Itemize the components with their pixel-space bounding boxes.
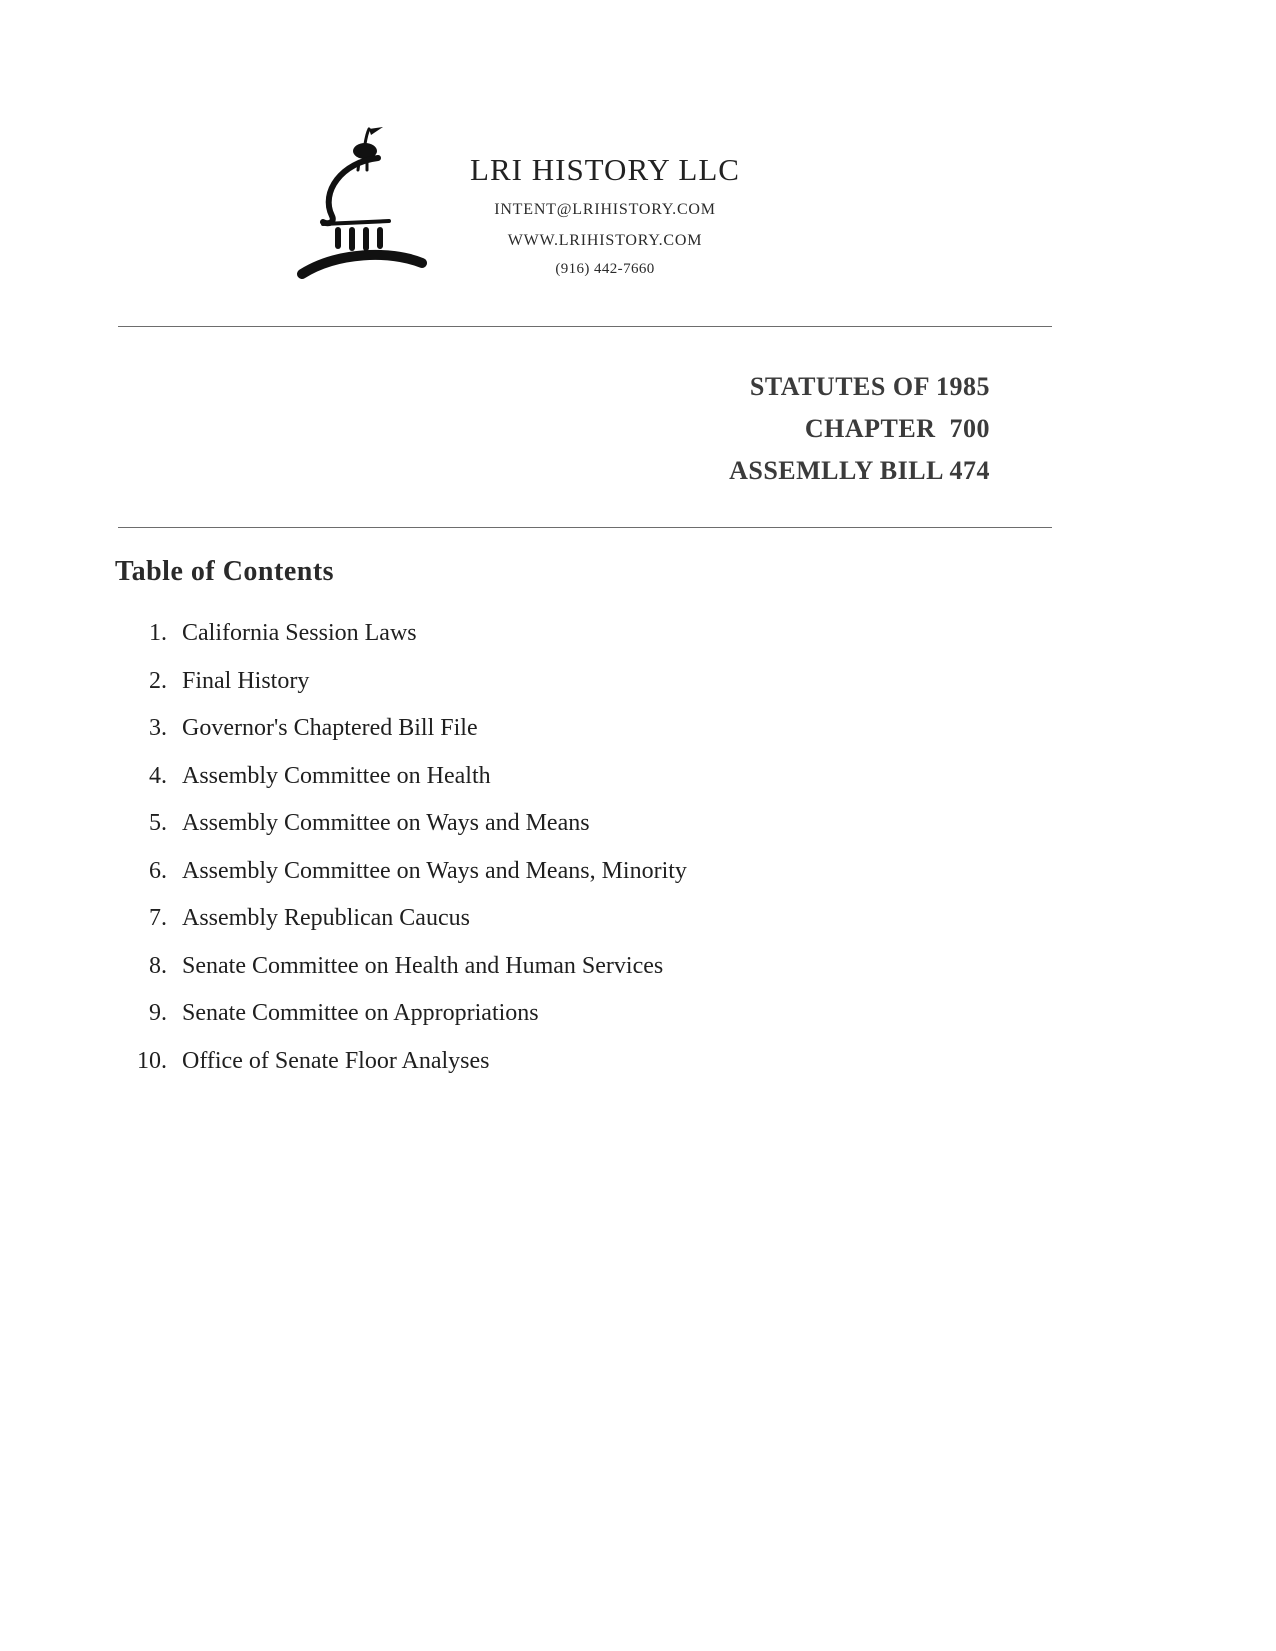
statute-title-line-2: CHAPTER 700 (804, 414, 990, 443)
statute-title-line-1: STATUTES OF 1985 (749, 372, 990, 401)
toc-list (115, 610, 1015, 1085)
divider-top (118, 326, 1052, 327)
toc-item (115, 753, 1015, 801)
company-email: INTENT@LRIHISTORY.COM (494, 201, 716, 218)
toc-item-label: Assembly Republican Caucus (182, 905, 470, 931)
toc-item-label: Assembly Committee on Ways and Means (182, 810, 590, 836)
toc-item-number: 5. (149, 810, 167, 836)
toc-item (115, 705, 1015, 753)
toc-item-label: Final History (182, 667, 310, 694)
statute-title-block (470, 366, 990, 492)
statute-title-line-3: ASSEMLLY BILL 474 (729, 456, 990, 485)
toc-item-number: 10. (137, 1047, 167, 1074)
toc-item-label: Governor's Chaptered Bill File (182, 715, 478, 741)
toc-item-label: California Session Laws (182, 620, 417, 646)
toc-item-label: Assembly Committee on Ways and Means, Minority (182, 857, 687, 884)
toc-item (115, 800, 1015, 848)
toc-item (115, 658, 1015, 706)
toc-item-number: 7. (149, 905, 167, 931)
toc-item-number: 4. (149, 762, 167, 789)
toc-item-number: 6. (149, 857, 167, 884)
toc-item-number: 9. (149, 1000, 167, 1026)
toc-item-number: 1. (149, 620, 167, 646)
toc-item (115, 1038, 1015, 1086)
toc-item-number: 2. (149, 667, 167, 694)
toc-item-number: 3. (149, 715, 167, 741)
letterhead (445, 152, 765, 278)
toc-item-number: 8. (149, 952, 167, 979)
toc-item (115, 990, 1015, 1038)
divider-bottom (118, 527, 1052, 528)
toc-item (115, 943, 1015, 991)
toc-item (115, 848, 1015, 896)
toc-item-label: Assembly Committee on Health (182, 762, 491, 789)
toc-item-label: Senate Committee on Appropriations (182, 1000, 539, 1026)
toc-item-label: Senate Committee on Health and Human Services (182, 952, 664, 979)
capitol-dome-sketch-icon (292, 122, 442, 287)
toc-heading: Table of Contents (115, 556, 335, 587)
company-website: WWW.LRIHISTORY.COM (507, 232, 703, 249)
toc-item-label: Office of Senate Floor Analyses (182, 1047, 490, 1074)
company-name: LRI HISTORY LLC (470, 152, 740, 187)
toc-item (115, 610, 1015, 658)
company-phone: (916) 442-7660 (555, 261, 655, 277)
toc-item (115, 895, 1015, 943)
